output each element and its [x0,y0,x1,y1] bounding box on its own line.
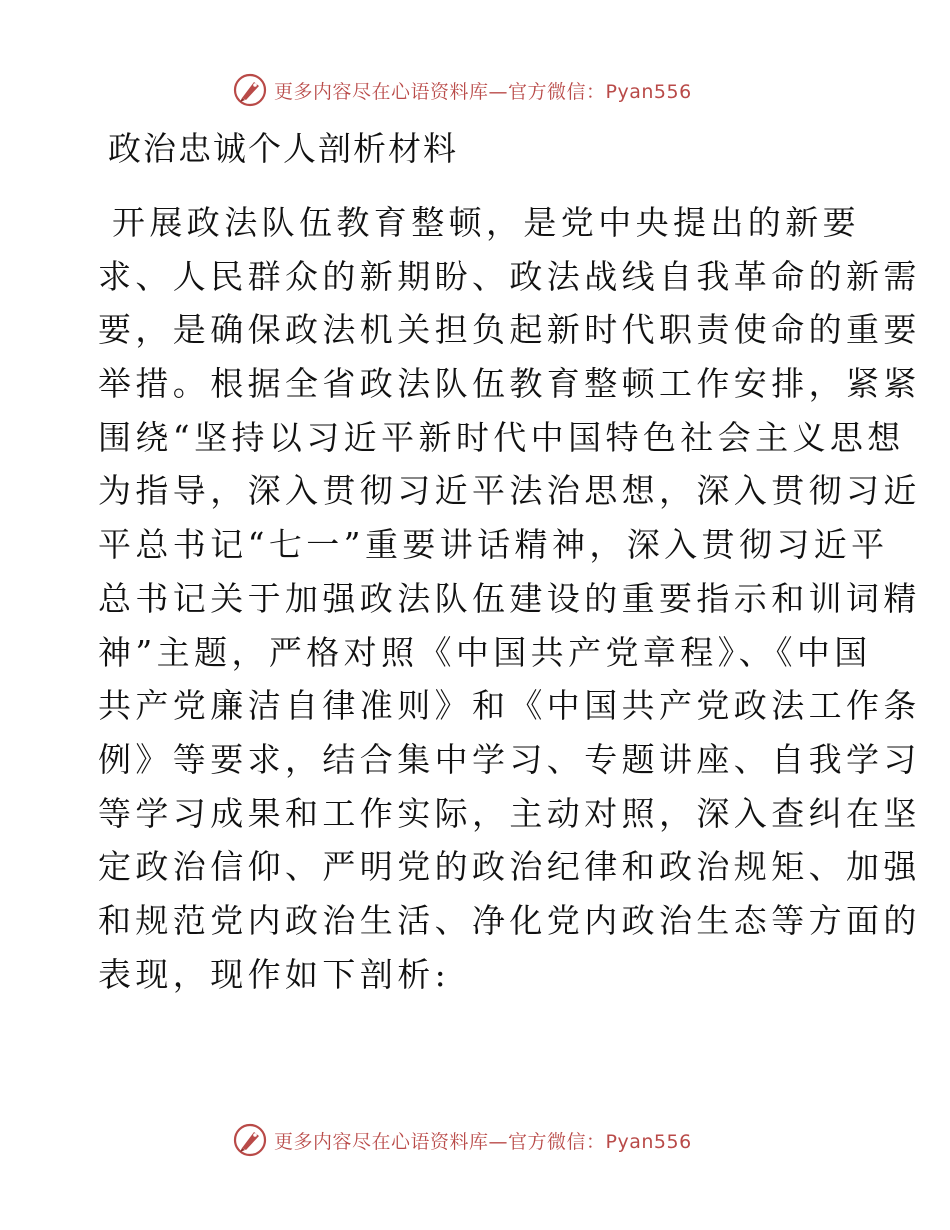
paragraph-line: 举措。根据全省政法队伍教育整顿工作安排，紧紧 [98,364,921,404]
paragraph-line: 开展政法队伍教育整顿，是党中央提出的新要 [112,203,860,242]
paragraph-line: 表现，现作如下剖析: [98,954,451,994]
document-title: 政治忠诚个人剖析材料 [108,129,458,168]
paragraph-line: 围绕“坚持以习近平新时代中国特色社会主义思想 [98,417,905,457]
paragraph-line: 神”主题，严格对照《中国共产党章程》、《中国 [98,632,872,672]
footer-banner-text: 更多内容尽在心语资料库—官方微信：Pyan556 [274,1130,692,1153]
paragraph-line: 要，是确保政法机关担负起新时代职责使命的重要 [98,310,921,350]
header-watermark [232,72,692,108]
paragraph-line: 平总书记“七一”重要讲话精神，深入贯彻习近平 [98,525,889,565]
paragraph-line: 和规范党内政治生活、净化党内政治生态等方面的 [98,900,921,940]
paragraph-line: 求、人民群众的新期盼、政法战线自我革命的新需 [98,256,921,296]
paragraph-line: 总书记关于加强政法队伍建设的重要指示和训词精 [98,578,921,618]
paragraph-line: 例》等要求，结合集中学习、专题讲座、自我学习 [98,739,921,779]
paragraph-line: 为指导，深入贯彻习近平法治思想，深入贯彻习近 [98,471,921,511]
paragraph-line: 定政治信仰、严明党的政治纪律和政治规矩、加强 [98,847,921,887]
document-body-paragraph [98,196,921,1001]
pen-nib-circle-icon [232,1122,268,1158]
paragraph-line: 共产党廉洁自律准则》和《中国共产党政法工作条 [98,686,921,726]
header-banner-text: 更多内容尽在心语资料库—官方微信：Pyan556 [274,80,692,103]
pen-nib-circle-icon [232,72,268,108]
footer-watermark [232,1122,692,1158]
paragraph-line: 等学习成果和工作实际，主动对照，深入查纠在坚 [98,793,921,833]
